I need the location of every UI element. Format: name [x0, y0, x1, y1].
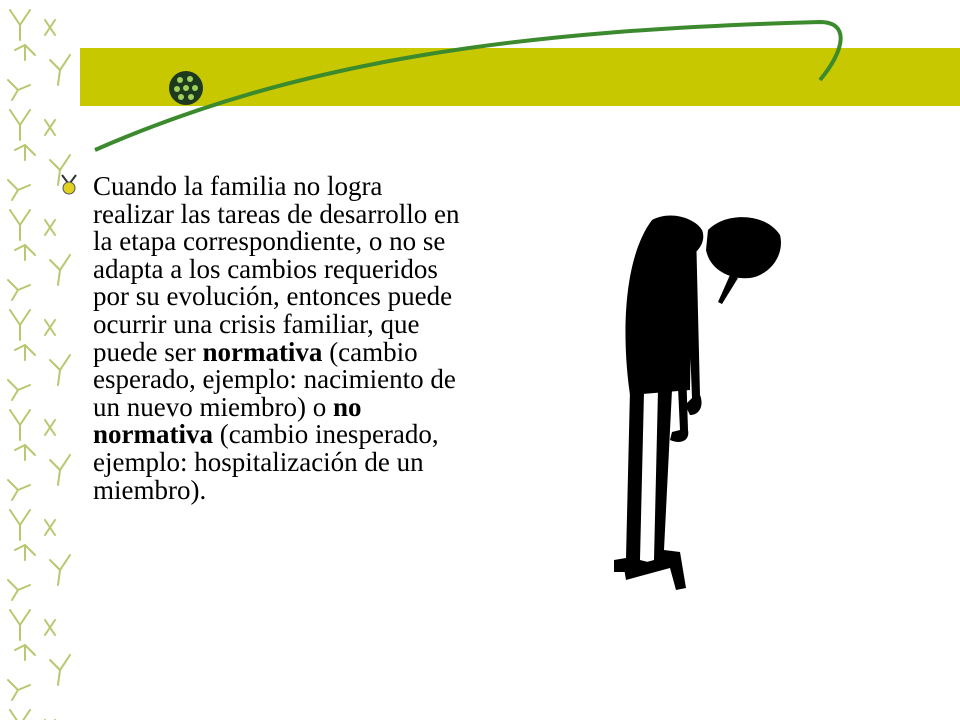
header-curve-line: [0, 0, 960, 160]
green-dotted-orb-icon: [168, 70, 204, 106]
paragraph-text-3: (cambio inesperado, ejemplo: hospitalización de un miembro).: [93, 419, 439, 505]
paragraph-text-2: (cambio esperado, ejemplo: nacimiento de un nuevo miembro) o: [93, 336, 456, 422]
bent-stick-figure-illustration: [600, 200, 800, 600]
slide-paragraph: [93, 173, 463, 504]
paragraph-text-1: Cuando la familia no logra realizar las tareas de desarrollo en la etapa correspondiente, o no se adapta a los cambios requeridos por su evolución, entonces puede ocurrir una crisis familiar, que puede ser: [93, 171, 460, 367]
paragraph-bold-no-normativa: no normativa: [93, 391, 362, 450]
paragraph-bold-normativa: normativa: [202, 336, 323, 367]
bullet-icon: [58, 173, 80, 197]
